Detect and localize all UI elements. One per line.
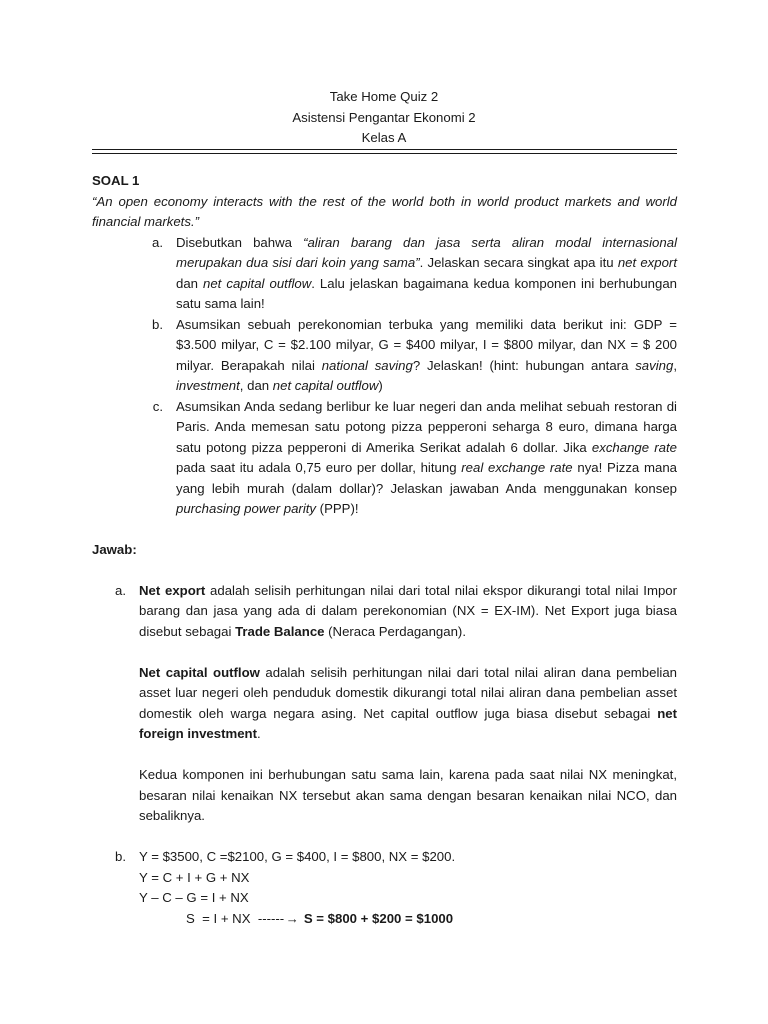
answer-b-line-2: Y = C + I + G + NX [139,869,250,885]
answer-b-line-4: S = I + NX ------→ S = $800 + $200 = $1000 [139,909,677,930]
item-text: Asumsikan Anda sedang berlibur ke luar negeri dan anda melihat sebuah restoran di Paris. Anda memesan satu potong pizza pepperoni seharga 8 euro, dimana harga satu potong pizza pepperoni di Amerika Serikat adalah 6 dollar. Jika exchange rate pada saat itu adala 0,75 euro per dollar, hitung real exchange rate nya! Pizza mana yang lebih murah (dalam dollar)? Jelaskan jawaban Anda menggunakan konsep purchasing power parity (PPP)! [176,398,677,516]
item-text: Disebutkan bahwa “aliran barang dan jasa serta aliran modal internasional merupakan dua sisi dari koin yang sama”. Jelaskan secara singkat apa itu net export dan net capital outflow. Lalu jelaskan bagaimana kedua komponen ini berhubungan satu sama lain! [176,234,677,311]
class-label: Kelas A [361,130,407,145]
course-title: Asistensi Pengantar Ekonomi 2 [292,109,476,125]
answer-a-paragraph-2: Net capital outflow adalah selisih perhitungan nilai dari total nilai aliran dana pembelian asset luar negeri oleh penduduk domestik dikurangi total nilai aliran dana pembelian asset domestik oleh warga negara asing. Net capital outflow juga biasa disebut sebagai net foreign investment. [139,664,677,741]
item-text: Asumsikan sebuah perekonomian terbuka yang memiliki data berikut ini: GDP = $3.500 milyar, C = $2.100 milyar, G = $400 milyar, I = $800 milyar, dan NX = $ 200 milyar. Berapakah nilai national saving? Jelaskan! (hint: hubungan antara saving, investment, dan net capital outflow) [176,316,677,393]
item-label: c. [152,398,163,414]
question-quote: “An open economy interacts with the rest of the world both in world product markets and world financial markets.” [92,193,677,229]
question-item-b [92,315,677,397]
item-label: b. [152,316,163,332]
answer-b-line-1: Y = $3500, C =$2100, G = $400, I = $800, NX = $200. [139,849,456,864]
answer-b-line-3: Y – C – G = I + NX [139,890,249,905]
answer-label: b. [115,849,126,864]
header-divider-top [92,149,677,150]
document-header [0,87,768,149]
answer-b [92,847,677,929]
question-heading: SOAL 1 [92,173,140,188]
answer-label: a. [115,582,126,598]
arrow-right-icon: → [285,910,299,926]
answer-a [92,581,677,827]
answer-a-paragraph-3: Kedua komponen ini berhubungan satu sama lain, karena pada saat nilai NX meningkat, besaran nilai kenaikan NX tersebut akan sama dengan besaran kenaikan nilai NCO, dan sebaliknya. [139,767,677,823]
answer-a-paragraph-1: Net export adalah selisih perhitungan nilai dari total nilai ekspor dikurangi total nilai Impor barang dan jasa yang ada di dalam perekonomian (NX = EX-IM). Net Export juga biasa disebut sebagai Trade Balance (Neraca Perdagangan). [139,582,678,639]
question-item-c [92,397,677,520]
question-item-a [92,233,677,315]
document-body [92,171,677,929]
answer-heading: Jawab: [92,541,137,557]
item-label: a. [152,234,163,250]
quiz-title: Take Home Quiz 2 [329,89,439,104]
header-divider-bottom [92,153,677,154]
